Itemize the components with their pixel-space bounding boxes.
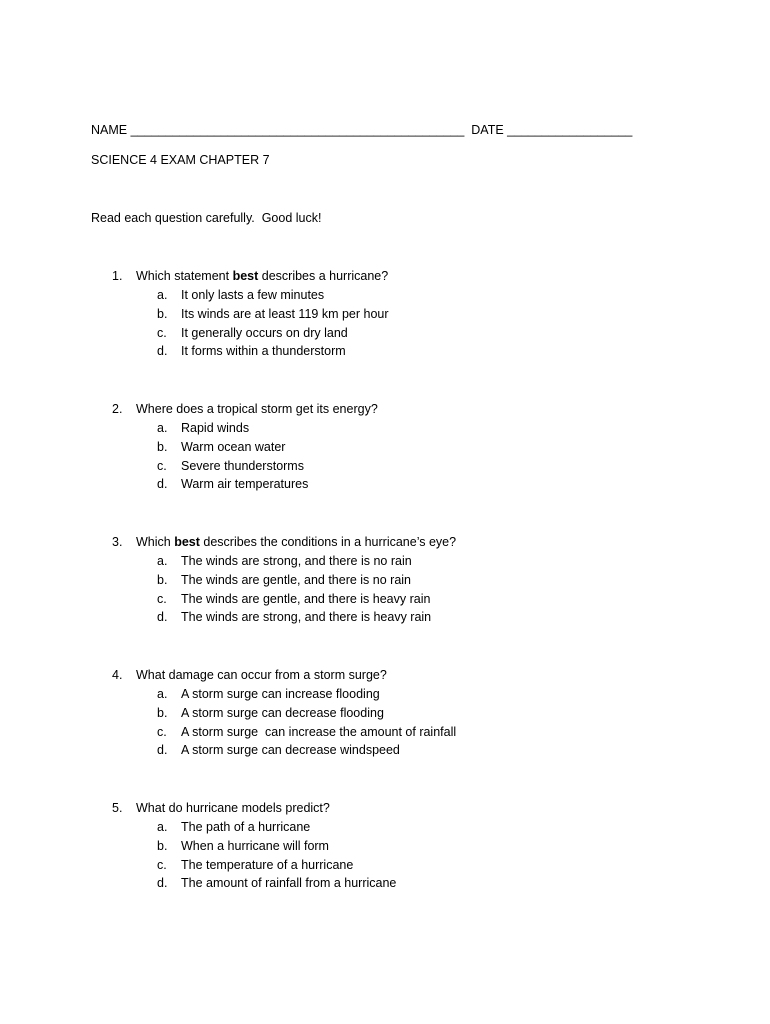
- question-number: 2.: [112, 402, 123, 416]
- option-d: d. A storm surge can decrease windspeed: [157, 743, 400, 758]
- question-stem: [112, 534, 712, 553]
- option-b: b. The winds are gentle, and there is no rain: [157, 572, 411, 587]
- option-b: b. A storm surge can decrease flooding: [157, 705, 384, 720]
- option-d: d. The winds are strong, and there is heavy rain: [157, 610, 432, 625]
- option-d: d. The amount of rainfall from a hurricane: [157, 876, 397, 891]
- option-a: a. The winds are strong, and there is no rain: [157, 554, 412, 568]
- question-number: 4.: [112, 668, 123, 682]
- option-d: d. It forms within a thunderstorm: [157, 344, 346, 359]
- question-4: [112, 667, 712, 761]
- question-1: [112, 268, 712, 362]
- question-text: What do hurricane models predict?: [136, 801, 330, 815]
- exam-title: SCIENCE 4 EXAM CHAPTER 7: [91, 153, 270, 167]
- emphasis: best: [174, 535, 200, 549]
- answer-options: [112, 287, 712, 362]
- date-label: DATE: [471, 123, 504, 137]
- date-blank: __________________: [507, 123, 633, 137]
- question-number: 5.: [112, 801, 123, 815]
- answer-options: [112, 553, 712, 628]
- question-2: [112, 401, 712, 495]
- option-b: b. Warm ocean water: [157, 439, 286, 454]
- question-number: 3.: [112, 535, 123, 549]
- option-c: c. Severe thunderstorms: [157, 458, 304, 473]
- question-text: Which statement best describes a hurricane?: [136, 269, 389, 283]
- question-number: 1.: [112, 269, 123, 283]
- name-label: NAME: [91, 123, 128, 137]
- question-text: Where does a tropical storm get its energy?: [136, 402, 378, 416]
- answer-options: [112, 420, 712, 495]
- name-date-line: [91, 122, 632, 138]
- question-text: Which best describes the conditions in a hurricane’s eye?: [136, 535, 457, 549]
- name-blank: ________________________________________________: [130, 123, 465, 137]
- question-stem: [112, 800, 712, 819]
- question-text: What damage can occur from a storm surge?: [136, 668, 387, 682]
- answer-options: [112, 686, 712, 761]
- option-c: c. The temperature of a hurricane: [157, 857, 354, 872]
- question-stem: [112, 667, 712, 686]
- option-b: b. When a hurricane will form: [157, 838, 329, 853]
- question-stem: [112, 401, 712, 420]
- question-3: [112, 534, 712, 628]
- question-stem: [112, 268, 712, 287]
- option-c: c. A storm surge can increase the amount of rainfall: [157, 724, 457, 739]
- answer-options: [112, 819, 712, 894]
- option-d: d. Warm air temperatures: [157, 477, 309, 492]
- option-a: a. The path of a hurricane: [157, 820, 311, 834]
- option-c: c. It generally occurs on dry land: [157, 325, 348, 340]
- emphasis: best: [232, 269, 259, 283]
- option-a: a. A storm surge can increase flooding: [157, 687, 380, 701]
- option-c: c. The winds are gentle, and there is heavy rain: [157, 591, 431, 606]
- option-b: b. Its winds are at least 119 km per hour: [157, 306, 389, 321]
- instructions: Read each question carefully. Good luck!: [91, 211, 322, 225]
- option-a: a. It only lasts a few minutes: [157, 288, 325, 302]
- question-5: [112, 800, 712, 894]
- option-a: a. Rapid winds: [157, 421, 250, 435]
